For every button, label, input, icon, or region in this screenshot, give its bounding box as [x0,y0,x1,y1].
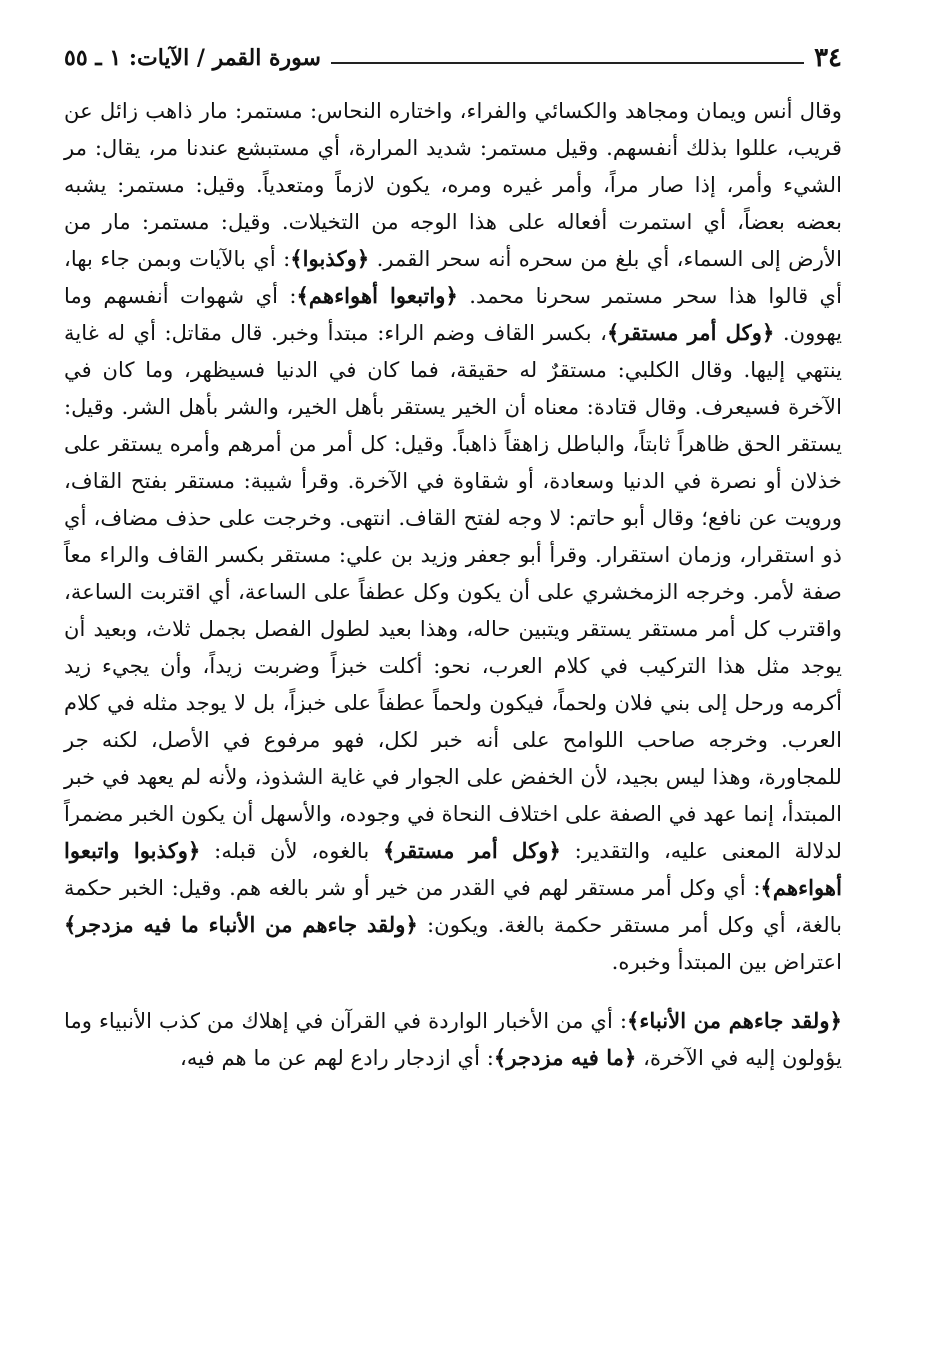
commentary-text: : أي شهوات أنفسهم وما يهوون. [64,283,842,345]
quran-quote: ﴿وكذبوا واتبعوا أهواءهم﴾ [64,838,842,900]
commentary-text: وقال أنس ويمان ومجاهد والكسائي والفراء، واختاره النحاس: مستمر: مار ذاهب زائل عن قريب، عللوا بذلك أنفسهم. وقيل مستمر: شديد المرارة، أي مستبشع عندنا مر، يقال: مر الشيء وأمر، إذا صار مراً، وأمر غيره ومره، يكون لازماً ومتعدياً. وقيل: مستمر: يشبه بعضه بعضاً، أي استمرت أفعاله على هذا الوجه من التخيلات. وقيل: مستمر: مار من الأرض إلى السماء، أي بلغ من سحره أنه سحر القمر. [64,98,842,271]
commentary-text: اعتراض بين المبتدأ وخبره. [611,949,842,974]
header-rule [331,62,804,64]
commentary-text: : أي ازدجار رادع لهم عن ما هم فيه، [179,1045,494,1070]
commentary-text: : أي من الأخبار الواردة في القرآن في إهلاك من كذب الأنبياء وما يؤولون إليه في الآخرة، [64,1008,842,1070]
quran-quote: ﴿وكل أمر مستقر﴾ [383,838,561,863]
paragraph [64,1002,842,1076]
page-number: ٣٤ [814,43,842,73]
commentary-text: بالغوه، لأن قبله: [200,838,383,863]
quran-quote: ﴿وكذبوا﴾ [290,246,370,271]
quran-quote: ﴿ما فيه مزدجر﴾ [493,1045,637,1070]
commentary-text: : أي بالآيات وبمن جاء بها، أي قالوا هذا سحر مستمر سحرنا محمد. [64,246,842,308]
commentary-text: : أي وكل أمر مستقر لهم في القدر من خير أو شر بالغه هم. وقيل: الخبر حكمة بالغة، أي وكل أمر مستقر حكمة بالغة. ويكون: [64,875,843,937]
page-header [64,38,842,78]
quran-quote: ﴿وكل أمر مستقر﴾ [606,320,775,345]
paragraph [64,92,842,980]
body-text [64,92,842,1076]
commentary-text: ، بكسر القاف وضم الراء: مبتدأ وخبر. قال مقاتل: أي له غاية ينتهي إليها. وقال الكلبي: مستقرٌ له حقيقة، فما كان في الدنيا فسيظهر، وما كان في الآخرة فسيعرف. وقال قتادة: معناه أن الخير يستقر بأهل الخير، والشر بأهل الشر. وقيل: يستقر الحق ظاهراً ثابتاً، والباطل زاهقاً ذاهباً. وقيل: كل أمر من أمرهم وأمره يستقر على خذلان أو نصرة في الدنيا وسعادة، أو شقاوة في الآخرة. وقرأ شيبة: مستقر بفتح القاف، ورويت عن نافع؛ وقال أبو حاتم: لا وجه لفتح القاف. انتهى. وخرجت على حذف مضاف، أي ذو استقرار، وزمان استقرار. وقرأ أبو جعفر وزيد بن علي: مستقر بكسر القاف والراء معاً صفة لأمر. وخرجه الزمخشري على أن يكون وكل عطفاً على الساعة، أي اقتربت الساعة، واقترب كل أمر مستقر يستقر ويتبين حاله، وهذا بعيد لطول الفصل بجمل ثلاث، وبعيد أن يوجد مثل هذا التركيب في كلام العرب، نحو: أكلت خبزاً وضربت زيداً، وأن يجيء زيد أكرمه ورحل إلى بني فلان ولحماً، فيكون ولحماً عطفاً على خبزاً، بل لا يوجد مثله في كلام العرب. وخرجه صاحب اللوامح على أنه خبر لكل، فهو مرفوع في الأصل، لكنه جر للمجاورة، وهذا ليس بجيد، لأن الخفض على الجوار في غاية الشذوذ، ولأنه لم يعهد في خبر المبتدأ، إنما عهد في الصفة على اختلاف النحاة في وجوده، والأسهل أن يكون الخبر مضمراً لدلالة المعنى عليه، والتقدير: [64,320,843,863]
surah-title: سورة القمر / الآيات: ١ ـ ٥٥ [64,45,321,71]
quran-quote: ﴿ولقد جاءهم من الأنباء﴾ [626,1008,842,1033]
quran-quote: ﴿ولقد جاءهم من الأنباء ما فيه مزدجر﴾ [64,912,418,937]
quran-quote: ﴿واتبعوا أهواءهم﴾ [296,283,458,308]
